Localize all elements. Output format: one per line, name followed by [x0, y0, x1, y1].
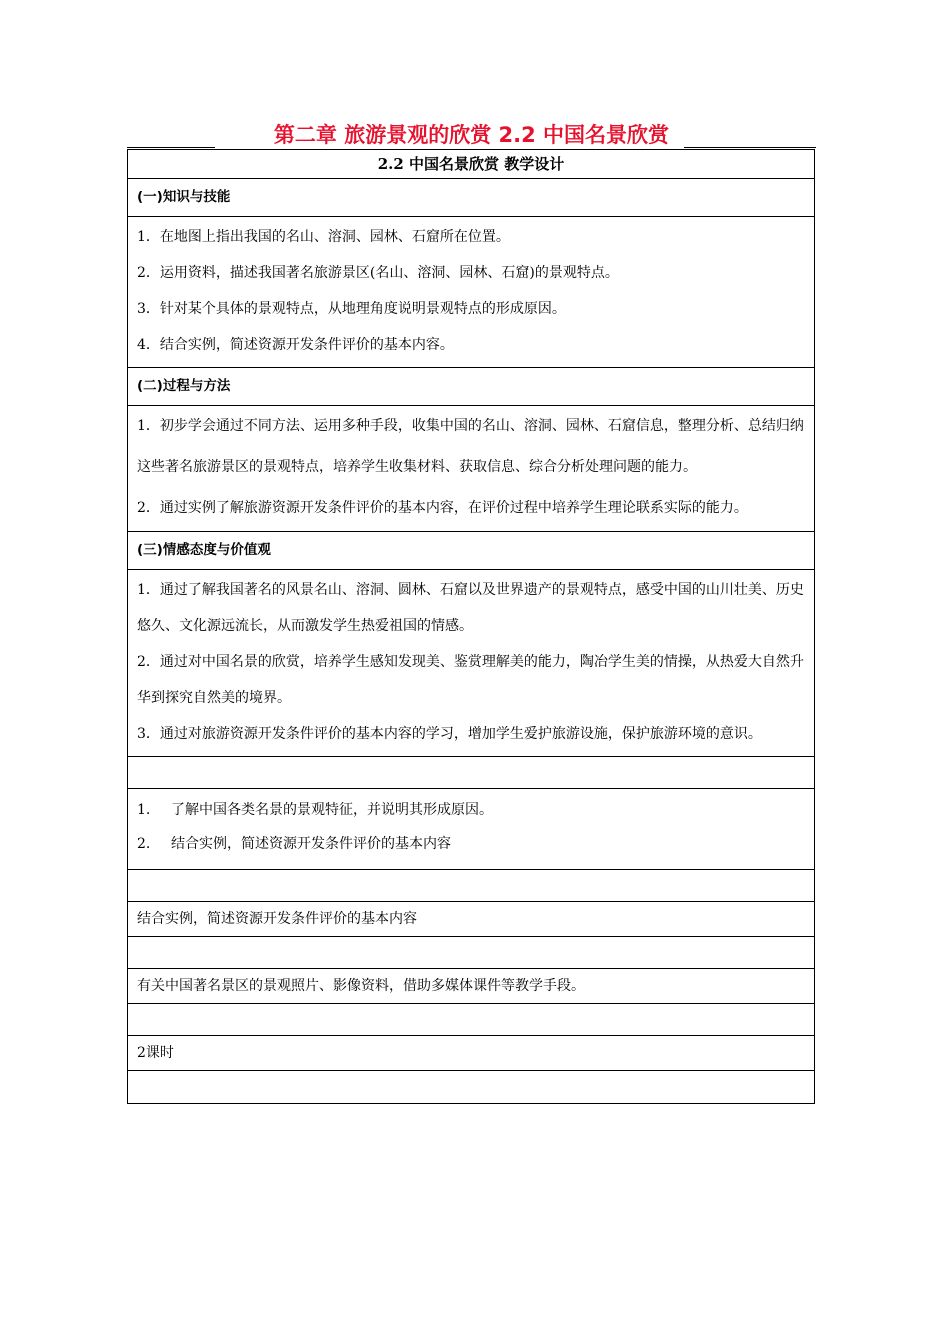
empty-row — [128, 937, 814, 969]
key-point-number: 1. — [137, 802, 151, 818]
difficulty-body — [128, 902, 814, 937]
attitude-item: 3．通过对旅游资源开发条件评价的基本内容的学习，增加学生爱护旅游设施，保护旅游环境的意识。 — [137, 726, 762, 742]
process-item: 2．通过实例了解旅游资源开发条件评价的基本内容，在评价过程中培养学生理论联系实际的能力。 — [137, 500, 748, 516]
lesson-plan-table — [127, 149, 815, 1104]
key-point-text: 结合实例，简述资源开发条件评价的基本内容 — [171, 836, 451, 852]
attitude-item: 2．通过对中国名景的欣赏，培养学生感知发现美、鉴赏理解美的能力，陶冶学生美的情操，从热爱大自然升华到探究自然美的境界。 — [137, 654, 804, 706]
empty-row — [128, 757, 814, 789]
empty-row — [128, 1071, 814, 1103]
process-item: 1．初步学会通过不同方法、运用多种手段，收集中国的名山、溶洞、园林、石窟信息，整理分析、总结归纳这些著名旅游景区的景观特点，培养学生收集材料、获取信息、综合分析处理问题的能力。 — [137, 418, 804, 475]
key-points-body — [128, 789, 814, 870]
class-hours-text: 2课时 — [137, 1045, 174, 1061]
section-knowledge-heading: (一)知识与技能 — [128, 179, 814, 217]
teaching-aids-text: 有关中国著名景区的景观照片、影像资料，借助多媒体课件等教学手段。 — [137, 978, 585, 994]
title-area — [127, 118, 816, 152]
section-process-heading: (二)过程与方法 — [128, 368, 814, 406]
key-point-item — [137, 793, 814, 827]
key-point-text: 了解中国各类名景的景观特征，并说明其形成原因。 — [171, 802, 493, 818]
key-point-number: 2. — [137, 836, 151, 852]
knowledge-item: 2．运用资料，描述我国著名旅游景区(名山、溶洞、园林、石窟)的景观特点。 — [137, 265, 619, 281]
section-attitude-heading: (三)情感态度与价值观 — [128, 532, 814, 570]
section-process-body — [128, 406, 814, 532]
knowledge-item: 3．针对某个具体的景观特点，从地理角度说明景观特点的形成原因。 — [137, 301, 566, 317]
empty-row — [128, 870, 814, 902]
section-attitude-body — [128, 570, 814, 757]
table-subtitle: 2.2 中国名景欣赏 教学设计 — [128, 150, 814, 179]
knowledge-item: 4．结合实例，简述资源开发条件评价的基本内容。 — [137, 337, 454, 353]
knowledge-item: 1．在地图上指出我国的名山、溶洞、园林、石窟所在位置。 — [137, 229, 510, 245]
attitude-item: 1．通过了解我国著名的风景名山、溶洞、圆林、石窟以及世界遗产的景观特点，感受中国的山川壮美、历史悠久、文化源远流长，从而激发学生热爱祖国的情感。 — [137, 582, 804, 634]
document-title: 第二章 旅游景观的欣赏 2.2 中国名景欣赏 — [273, 123, 670, 147]
empty-row — [128, 1004, 814, 1036]
key-point-item — [137, 827, 814, 861]
class-hours-body — [128, 1036, 814, 1071]
teaching-aids-body — [128, 969, 814, 1004]
section-knowledge-body — [128, 217, 814, 368]
difficulty-text: 结合实例，简述资源开发条件评价的基本内容 — [137, 911, 417, 927]
